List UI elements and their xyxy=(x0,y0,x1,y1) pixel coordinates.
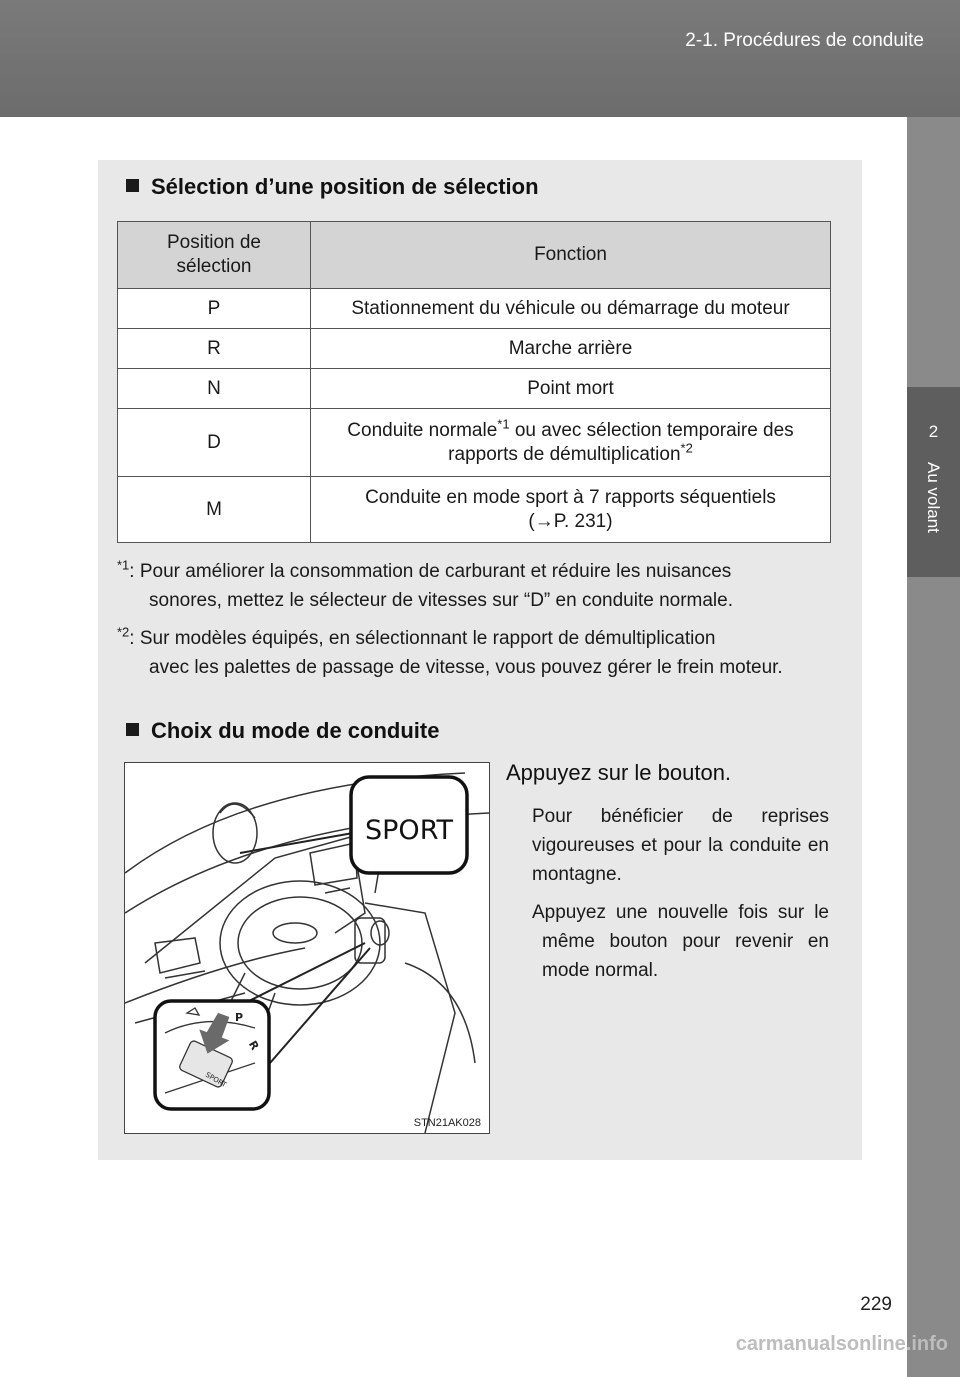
table-header-row xyxy=(118,222,831,289)
chapter-number: 2 xyxy=(928,422,939,441)
heading-text: Choix du mode de conduite xyxy=(151,718,440,743)
page-header xyxy=(0,0,960,117)
section-heading-selection xyxy=(126,174,539,200)
chapter-label: Au volant xyxy=(924,462,943,533)
shift-position-table xyxy=(117,221,831,543)
section-heading-drive-mode xyxy=(126,718,439,744)
square-bullet-icon xyxy=(126,179,139,192)
gate-letter-p: P xyxy=(235,1011,244,1024)
dashboard-illustration xyxy=(124,762,490,1134)
cockpit-drawing xyxy=(125,763,489,1133)
square-bullet-icon xyxy=(126,723,139,736)
cell-text: Conduite normale xyxy=(347,419,498,441)
heading-text: Sélection d’une position de sélection xyxy=(151,174,539,199)
sport-callout-label: SPORT xyxy=(365,815,453,846)
section-title: 2-1. Procédures de conduite xyxy=(685,30,924,51)
table-cell-position: N xyxy=(118,369,311,409)
footnote-ref: *1 xyxy=(497,416,510,432)
table-cell-function: Conduite en mode sport à 7 rapports séquentiels (→P. 231) xyxy=(311,477,831,543)
table-row xyxy=(118,409,831,477)
column-header: Position de sélection xyxy=(118,222,311,289)
footnote-text: : Sur modèles équipés, en sélectionnant le rapport de démultiplication xyxy=(129,628,716,649)
footnote-mark: *2 xyxy=(117,624,130,640)
cell-text: ou avec sélection temporaire des rapports de démultiplication xyxy=(448,419,794,465)
paragraph-normal: Appuyez une nouvelle fois sur le même bouton pour revenir en mode normal. xyxy=(532,902,829,981)
table-row xyxy=(118,477,831,543)
footnote-ref: *2 xyxy=(680,440,693,456)
table-row xyxy=(118,289,831,329)
footnote-text: sonores, mettez le sélecteur de vitesses sur “D” en conduite normale. xyxy=(149,590,733,611)
table-cell-position: D xyxy=(118,409,311,477)
table-cell-position: P xyxy=(118,289,311,329)
paragraph-sport: Pour bénéficier de reprises vigoureuses et pour la conduite en montagne. xyxy=(532,806,829,885)
column-header: Fonction xyxy=(311,222,831,289)
figure-code: STN21AK028 xyxy=(413,1117,481,1129)
table-cell-position: M xyxy=(118,477,311,543)
footnote-2 xyxy=(117,624,829,682)
table-row xyxy=(118,369,831,409)
table-cell-function: Point mort xyxy=(311,369,831,409)
table-cell-function: Stationnement du véhicule ou démarrage du moteur xyxy=(311,289,831,329)
instruction-text: Appuyez sur le bouton. xyxy=(506,760,732,785)
watermark: carmanualsonline.info xyxy=(735,1333,948,1355)
gate-letter-r: R xyxy=(245,1038,262,1053)
footnote-text: : Pour améliorer la consommation de carburant et réduire les nuisances xyxy=(129,561,732,582)
table-cell-function xyxy=(311,409,831,477)
chapter-tab xyxy=(907,117,960,1377)
footnote-text: avec les palettes de passage de vitesse, vous pouvez gérer le frein moteur. xyxy=(149,657,783,678)
inset-sport-label: SPORT xyxy=(204,1070,228,1090)
table-cell-position: R xyxy=(118,329,311,369)
footnote-1 xyxy=(117,557,829,615)
page-number: 229 xyxy=(860,1294,892,1315)
table-cell-function: Marche arrière xyxy=(311,329,831,369)
table-row xyxy=(118,329,831,369)
footnote-mark: *1 xyxy=(117,557,130,573)
